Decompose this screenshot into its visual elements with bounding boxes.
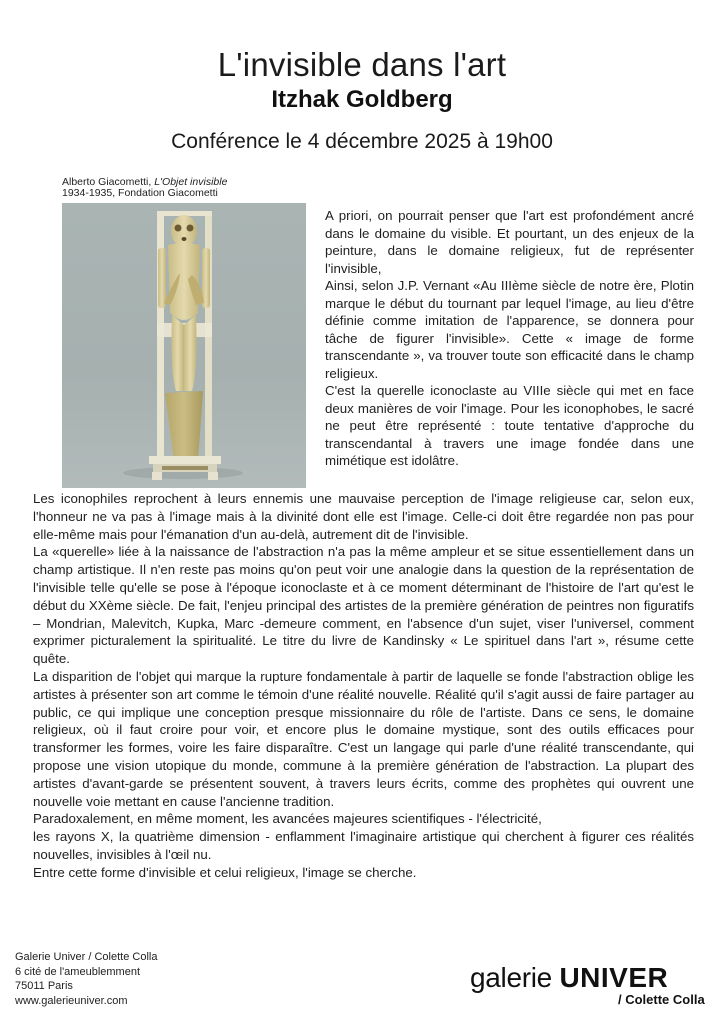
caption-artist: Alberto Giacometti, [62,176,155,188]
logo-wordmark [470,963,710,993]
gallery-city: 75011 Paris [15,980,73,992]
intro-paragraph: C'est la querelle iconoclaste au VIIIe siècle qui met en face deux manières de voir l'image. Pour les iconophobes, le sacré ne peut être représenté : toute tentative d'approche du transcendantal à travers une image fondée dans une mimétique est idolâtre. [325,383,694,468]
artwork-image [62,203,306,488]
intro-paragraph: A priori, on pourrait penser que l'art est profondément ancré dans le domaine du visible. Et pourtant, un des enjeux de la peinture, dans le domaine religieux, fut de représenter l'invisible, [325,208,694,276]
body-paragraph: Les iconophiles reprochent à leurs ennemis une mauvaise perception de l'image religieuse car, selon eux, l'honneur ne va pas à l'image mais à la divinité dont elle est l'image. Celle-ci doit être regardée non pas pour elle-même mais pour l'émanation d'un au-delà, autrement dit de l'invisible. [33,491,694,542]
document-title: L'invisible dans l'art [217,46,507,83]
artwork-caption [62,177,227,199]
body-paragraph: Entre cette forme d'invisible et celui religieux, l'image se cherche. [33,864,417,880]
logo-bold-text: UNIVER [559,962,669,993]
intro-paragraph: Ainsi, selon J.P. Vernant «Au IIIème siècle de notre ère, Plotin marque le début du tournant par lequel l'image, au lieu d'être définie comme imitation de l'apparence, se donnera pour tâche de figurer l'invisible». Cette « image de forme transcendante », va trouver toute son efficacité dans le champ religieux. [325,278,694,381]
intro-text-column [325,207,694,470]
body-paragraph: La «querelle» liée à la naissance de l'abstraction n'a pas la même ampleur et se situe essentiellement dans un champ artistique. Il n'en reste pas moins qu'on peut voir une analogie dans la question de la représentation de l'invisible telle qu'elle se pose à l'époque iconoclaste et à ce moment déterminant de l'histoire de l'art qu'est le début du XXème siècle. De fait, l'enjeu principal des artistes de la première génération de peintres non figuratifs – Mondrian, Malevitch, Kupka, Marc -demeure comment, en l'absence d'un sujet, viser l'universel, comment exprimer picturalement la spiritualité. Le titre du livre de Kandinsky « Le spirituel dans l'art », résume cette quête. [33,544,694,667]
event-date-time: Conférence le 4 décembre 2025 à 19h00 [171,130,553,153]
body-paragraph: Paradoxalement, en même moment, les avancées majeures scientifiques - l'électricité, [33,811,542,827]
logo-subtitle: / Colette Colla [618,992,705,1007]
sculpture-illustration [62,203,306,488]
gallery-name: Galerie Univer / Colette Colla [15,951,158,963]
gallery-address [15,950,157,1008]
body-paragraph: La disparition de l'objet qui marque la rupture fondamentale à partir de laquelle se fonde l'abstraction oblige les artistes à présenter son art comme le témoin d'une réalité nouvelle. Réalité qu'il s'agit aussi de faire partager au public, ce qui implique une conception presque missionnaire du rôle de l'artiste. Dans ce sens, le domaine religieux, où il faut croire pour voir, et encore plus le domaine mystique, sont des outils efficaces pour transformer les formes, voire les faire disparaître. C'est un langage qui parle d'une réalité transcendante, qui propose une vision utopique du monde, commune à la première génération de l'abstraction. La plupart des artistes d'avant-garde se présentent souvent, à travers leurs écrits, comme des prophètes qui ouvrent une nouvelle voie mettant en cause l'ancienne tradition. [33,668,694,809]
speaker-name: Itzhak Goldberg [271,86,453,113]
gallery-street: 6 cité de l'ameublemment [15,965,140,978]
body-paragraph: les rayons X, la quatrième dimension - enflamment l'imaginaire artistique qui cherchent à figurer ces réalités nouvelles, invisibles à l'œil nu. [33,829,694,862]
logo-light-text: galerie [470,962,560,993]
caption-artwork-title: L'Objet invisible [154,176,228,188]
gallery-logo [470,963,710,1013]
caption-line-2: 1934-1935, Fondation Giacometti [62,187,218,199]
gallery-website-link[interactable]: www.galerieuniver.com [15,994,128,1007]
body-text [33,490,694,882]
